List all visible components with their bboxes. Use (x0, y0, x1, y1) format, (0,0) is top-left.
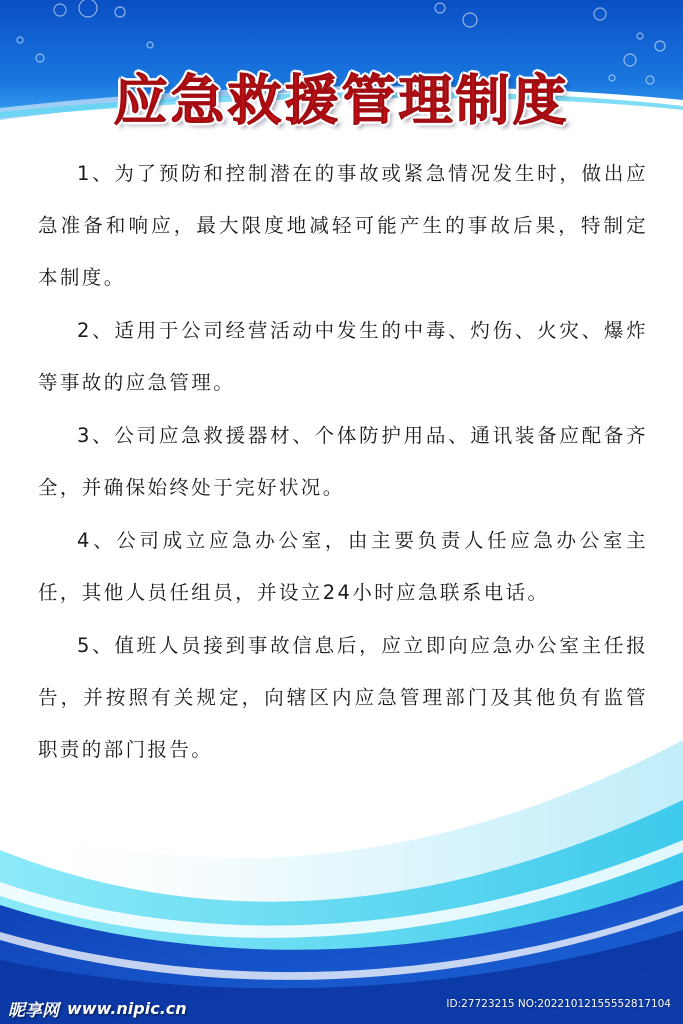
watermark-id: ID:27723215 NO:20221012155552817104 (446, 998, 671, 1010)
page-title: 应急救援管理制度 (113, 69, 570, 132)
watermark-logo (8, 996, 187, 1021)
clause-3: 3、公司应急救援器材、个体防护用品、通讯装备应配备齐全，并确保始终处于完好状况。 (38, 424, 648, 499)
regulation-body (38, 148, 648, 777)
watermark-brand: 昵享网 (8, 1001, 59, 1021)
clause-1: 1、为了预防和控制潜在的事故或紧急情况发生时，做出应急准备和响应，最大限度地减轻可能产生的事故后果，特制定本制度。 (38, 162, 648, 289)
clause-2: 2、适用于公司经营活动中发生的中毒、灼伤、火灾、爆炸等事故的应急管理。 (38, 319, 648, 394)
clause-4: 4、公司成立应急办公室，由主要负责人任应急办公室主任，其他人员任组员，并设立24小时应急联系电话。 (38, 529, 648, 604)
watermark-site: www.nipic.cn (67, 999, 187, 1018)
clause-5: 5、值班人员接到事故信息后，应立即向应急办公室主任报告，并按照有关规定，向辖区内应急管理部门及其他负有监管职责的部门报告。 (38, 634, 648, 761)
